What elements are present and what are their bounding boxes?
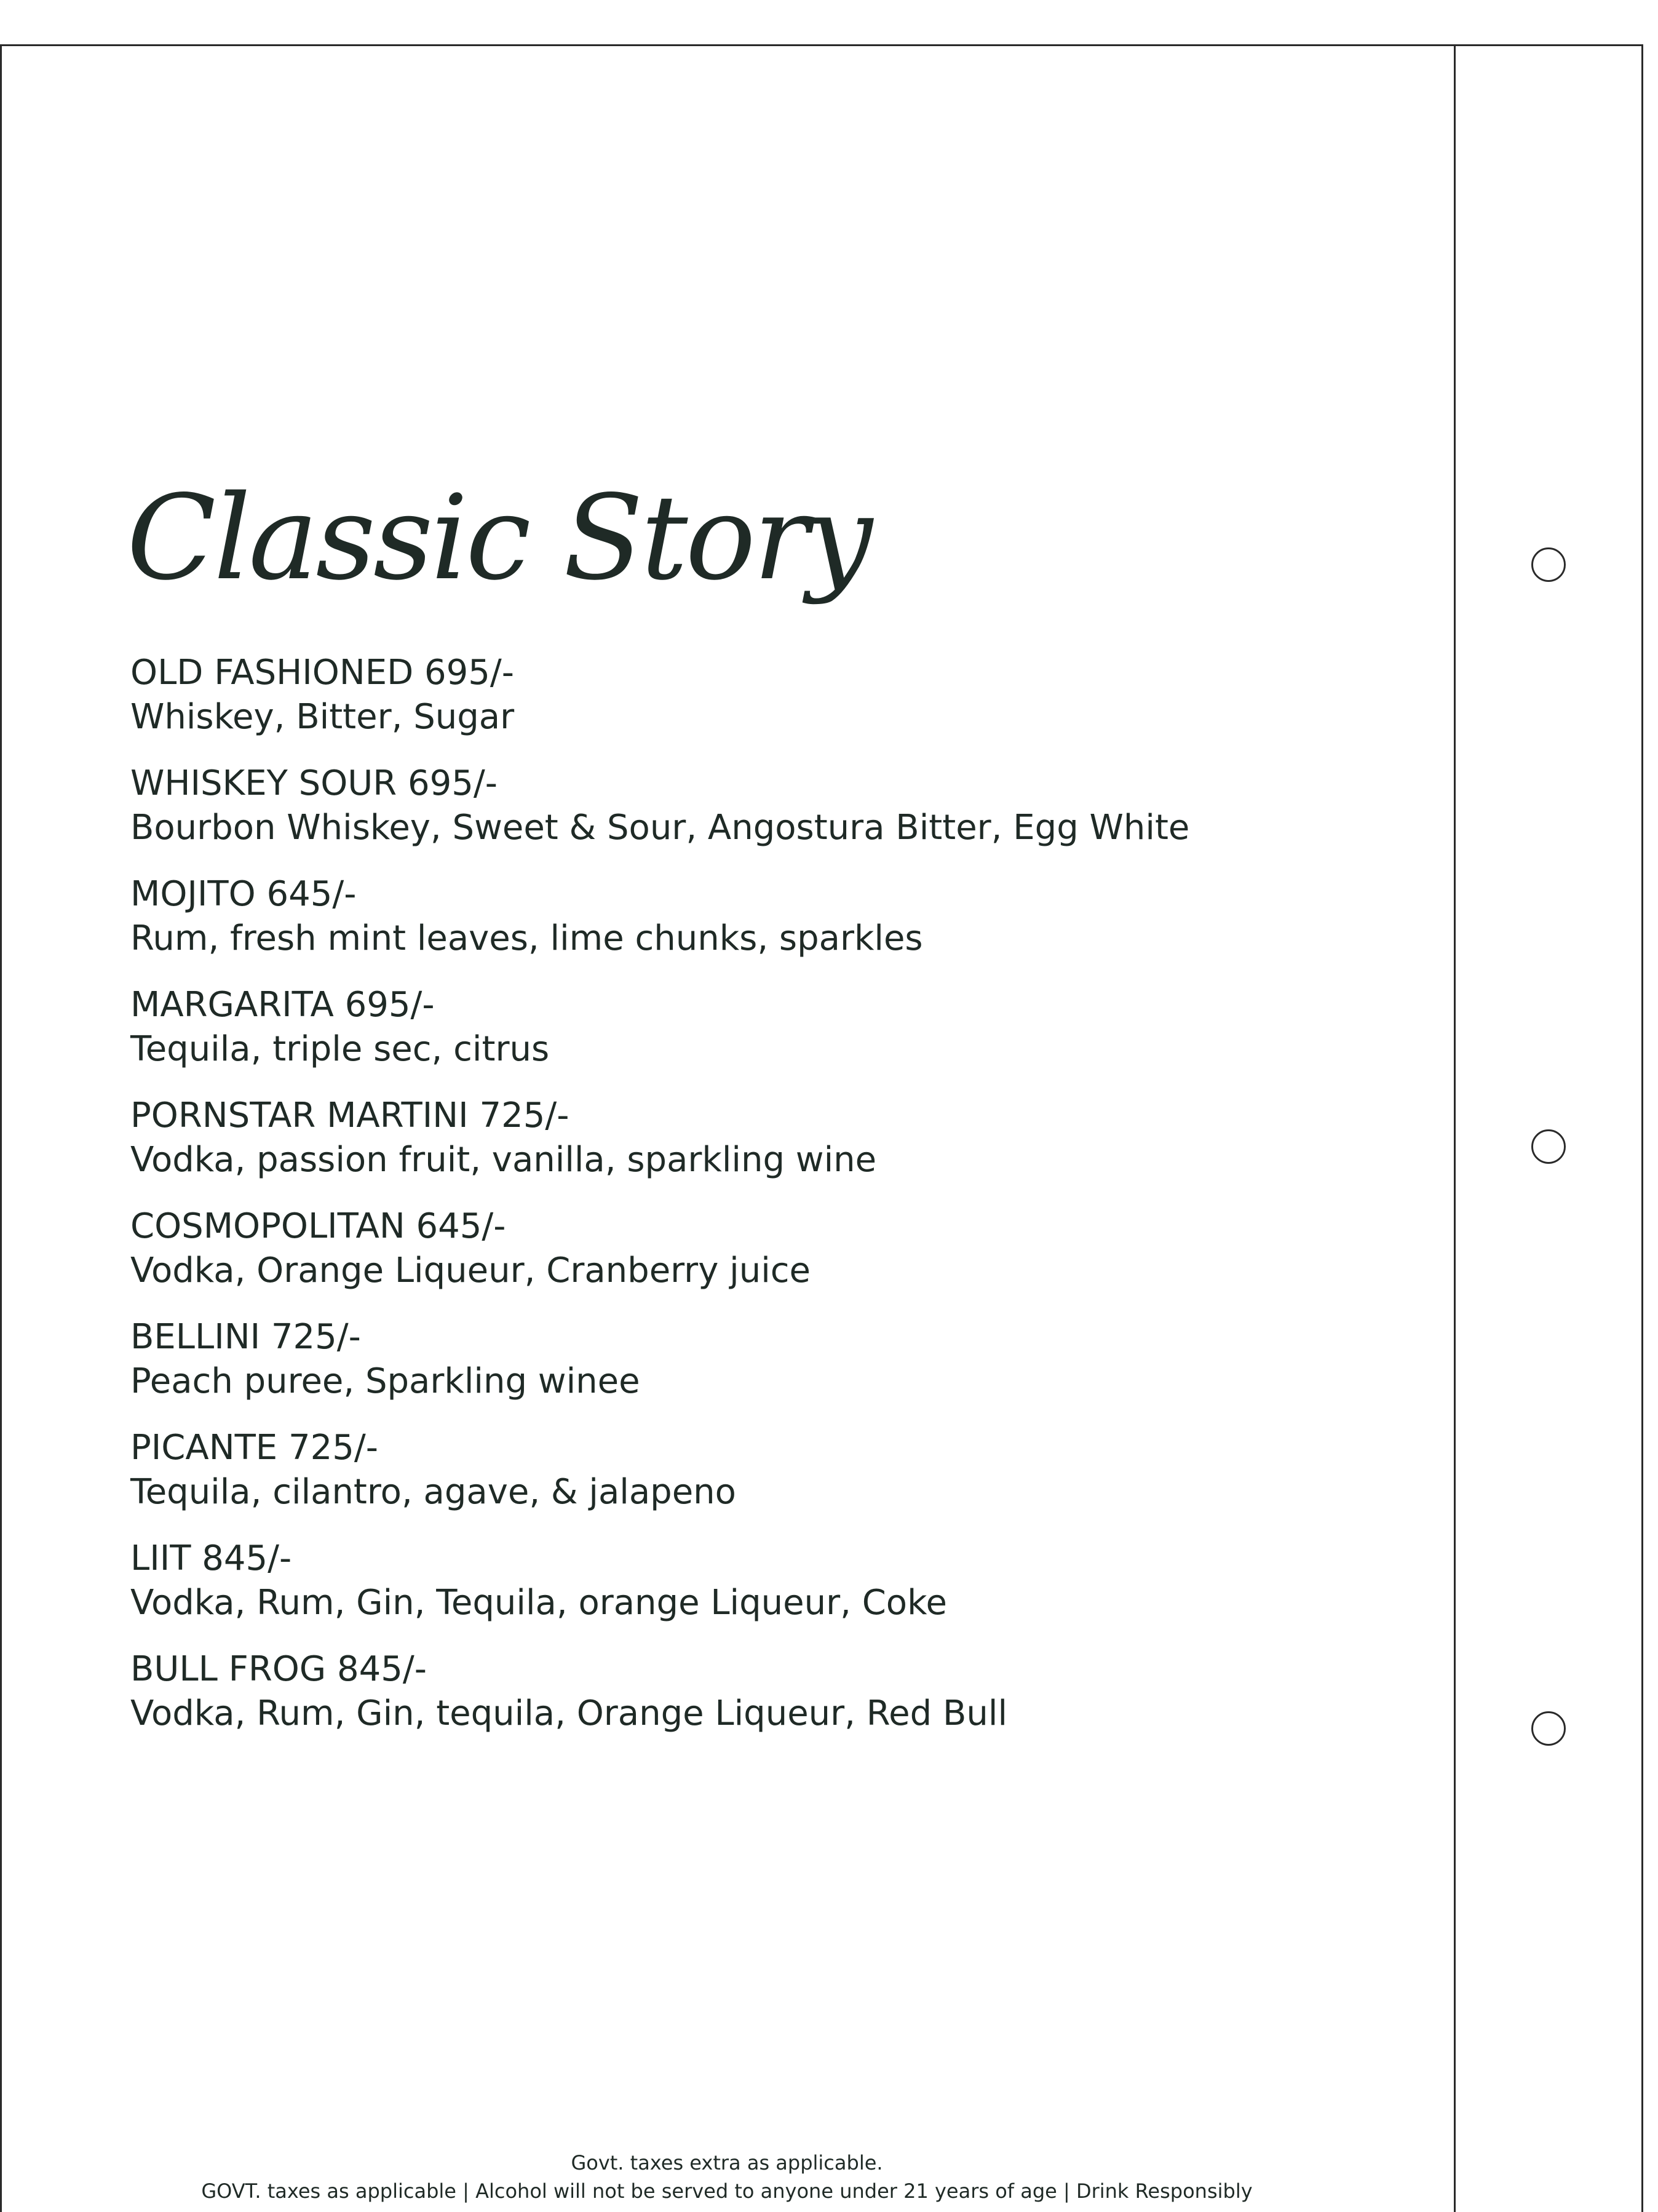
- item-name-price: BELLINI 725/-: [130, 1317, 361, 1357]
- binding-divider-line: [1454, 44, 1456, 2212]
- item-description: Peach puree, Sparkling winee: [130, 1361, 640, 1401]
- item-name-price: PORNSTAR MARTINI 725/-: [130, 1096, 569, 1136]
- item-description: Tequila, triple sec, citrus: [130, 1029, 550, 1069]
- menu-item: [130, 1204, 1422, 1315]
- punch-hole-icon: [1531, 547, 1566, 582]
- item-description: Vodka, Orange Liqueur, Cranberry juice: [130, 1251, 811, 1291]
- footer-tax-note: Govt. taxes extra as applicable.: [571, 2151, 883, 2174]
- item-description: Tequila, cilantro, agave, & jalapeno: [130, 1472, 736, 1512]
- item-name-price: BULL FROG 845/-: [130, 1649, 427, 1689]
- footer-disclaimer: GOVT. taxes as applicable | Alcohol will not be served to anyone under 21 years of age | Drink Responsibly: [201, 2179, 1253, 2203]
- item-description: Vodka, Rum, Gin, Tequila, orange Liqueur, Coke: [130, 1583, 947, 1623]
- item-description: Vodka, passion fruit, vanilla, sparkling wine: [130, 1140, 877, 1180]
- menu-item: [130, 983, 1422, 1094]
- menu-item: [130, 1647, 1422, 1758]
- item-name-price: COSMOPOLITAN 645/-: [130, 1206, 506, 1246]
- punch-hole-icon: [1531, 1129, 1566, 1164]
- item-description: Bourbon Whiskey, Sweet & Sour, Angostura Bitter, Egg White: [130, 808, 1190, 848]
- menu-title: Classic Story: [127, 470, 871, 606]
- item-description: Whiskey, Bitter, Sugar: [130, 697, 515, 737]
- item-description: Rum, fresh mint leaves, lime chunks, sparkles: [130, 918, 923, 958]
- punch-hole-icon: [1531, 1711, 1566, 1746]
- item-name-price: OLD FASHIONED 695/-: [130, 653, 514, 693]
- menu-item: [130, 1537, 1422, 1647]
- item-name-price: PICANTE 725/-: [130, 1428, 378, 1468]
- menu-item: [130, 762, 1422, 872]
- menu-item: [130, 1315, 1422, 1426]
- menu-item: [130, 651, 1422, 762]
- item-name-price: MARGARITA 695/-: [130, 985, 435, 1025]
- cocktail-list: [130, 651, 1422, 1758]
- menu-item: [130, 1094, 1422, 1204]
- item-name-price: WHISKEY SOUR 695/-: [130, 763, 498, 803]
- item-name-price: LIIT 845/-: [130, 1538, 292, 1578]
- item-name-price: MOJITO 645/-: [130, 874, 357, 914]
- menu-item: [130, 1426, 1422, 1537]
- item-description: Vodka, Rum, Gin, tequila, Orange Liqueur, Red Bull: [130, 1693, 1008, 1733]
- menu-item: [130, 872, 1422, 983]
